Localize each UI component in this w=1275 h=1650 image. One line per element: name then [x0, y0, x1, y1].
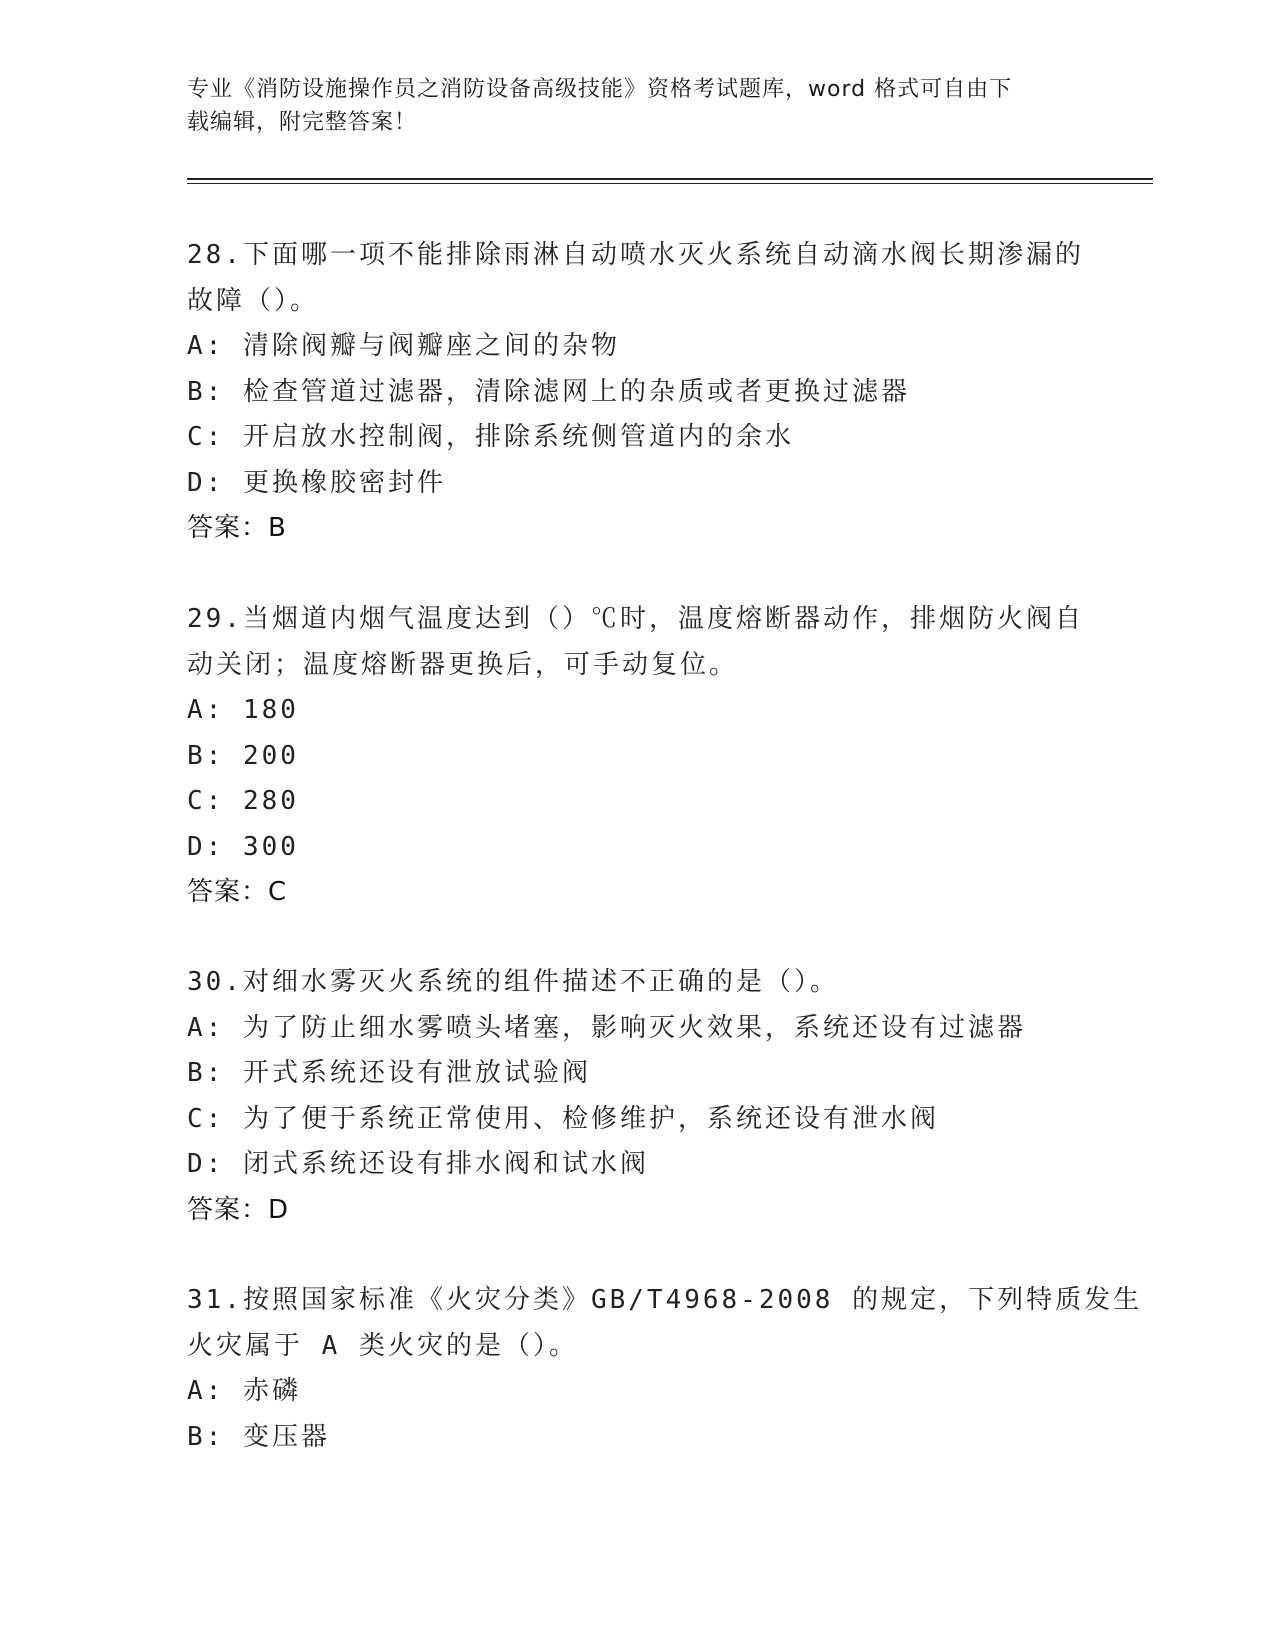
- option-b: B: 变压器: [187, 1421, 330, 1452]
- answer: 答案：C: [187, 877, 288, 907]
- option-d: D: 闭式系统还设有排水阀和试水阀: [187, 1149, 649, 1179]
- option-c: C: 280: [187, 786, 299, 816]
- question-31: [187, 1278, 1143, 1460]
- header-line-1: 专业《消防设施操作员之消防设备高级技能》资格考试题库，word 格式可自由下: [187, 77, 1013, 102]
- question-stem-line-1: 29.当烟道内烟气温度达到（）℃时，温度熔断器动作，排烟防火阀自: [187, 604, 1084, 634]
- question-stem-line-2: 火灾属于 A 类火灾的是（）。: [187, 1330, 578, 1361]
- option-a: A: 为了防止细水雾喷头堵塞，影响灭火效果，系统还设有过滤器: [187, 1012, 1026, 1043]
- question-stem-line-2: 故障（）。: [187, 285, 320, 316]
- question-28: [187, 233, 1087, 552]
- option-d: D: 更换橡胶密封件: [187, 467, 446, 498]
- option-a: A: 180: [187, 695, 299, 725]
- option-b: B: 检查管道过滤器，清除滤网上的杂质或者更换过滤器: [187, 376, 910, 407]
- option-c: C: 为了便于系统正常使用、检修维护，系统还设有泄水阀: [187, 1103, 939, 1134]
- document-header: [187, 73, 1067, 139]
- answer: 答案：D: [187, 1194, 290, 1225]
- option-a: A: 赤磷: [187, 1376, 301, 1406]
- answer: 答案：B: [187, 513, 287, 543]
- question-29: [187, 597, 1087, 916]
- question-stem-line-1: 30.对细水雾灭火系统的组件描述不正确的是（）。: [187, 967, 839, 997]
- option-b: B: 开式系统还设有泄放试验阀: [187, 1058, 591, 1088]
- option-a: A: 清除阀瓣与阀瓣座之间的杂物: [187, 331, 620, 361]
- header-divider-thick: [187, 178, 1153, 180]
- header-line-2: 载编辑，附完整答案！: [187, 110, 418, 135]
- option-d: D: 300: [187, 831, 299, 862]
- option-c: C: 开启放水控制阀，排除系统侧管道内的余水: [187, 422, 794, 452]
- question-stem-line-2: 动关闭；温度熔断器更换后，可手动复位。: [187, 649, 739, 680]
- option-b: B: 200: [187, 740, 299, 771]
- question-stem-line-1: 28.下面哪一项不能排除雨淋自动喷水灭火系统自动滴水阀长期渗漏的: [187, 240, 1084, 270]
- question-30: [187, 960, 1087, 1233]
- header-divider-thin: [187, 183, 1153, 184]
- question-stem-line-1: 31.按照国家标准《火灾分类》GB/T4968-2008 的规定，下列特质发生: [187, 1285, 1143, 1315]
